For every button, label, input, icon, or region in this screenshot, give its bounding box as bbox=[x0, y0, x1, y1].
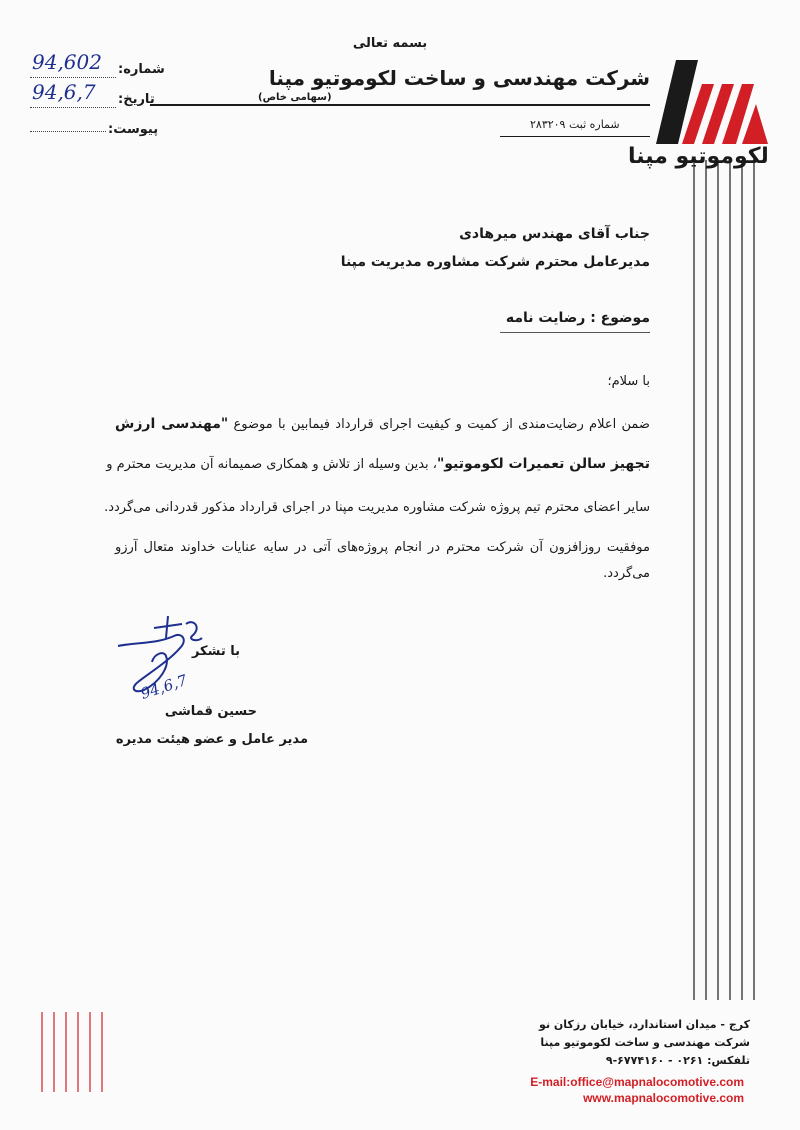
body-text: ضمن اعلام رضایت‌مندی از کمیت و کیفیت اجرای قرارداد فیمابین با موضوع bbox=[233, 417, 650, 432]
attachment-label: پیوست: bbox=[108, 122, 159, 137]
decorative-stripes bbox=[692, 160, 772, 1000]
closing: با تشکر bbox=[191, 644, 240, 659]
greeting: با سلام؛ bbox=[607, 374, 650, 389]
body-paragraph-line bbox=[106, 456, 650, 472]
invocation: بسمه تعالی bbox=[352, 36, 428, 51]
body-text: ، بدین وسیله از تلاش و همکاری صمیمانه آن مدیریت محترم و bbox=[106, 457, 437, 472]
number-handwritten: 94,602 bbox=[32, 50, 102, 74]
recipient-name: جناب آقای مهندس میرهادی bbox=[459, 226, 650, 242]
company-name: شرکت مهندسی و ساخت لکوموتیو مپنا bbox=[268, 66, 650, 90]
date-dots bbox=[30, 106, 116, 108]
number-dots bbox=[30, 76, 116, 78]
registration-rule bbox=[500, 136, 650, 137]
date-handwritten: 94,6,7 bbox=[32, 80, 96, 104]
body-paragraph-line bbox=[115, 416, 650, 432]
recipient-title: مدیرعامل محترم شرکت مشاوره مدیریت مپنا bbox=[340, 254, 650, 270]
footer-email[interactable]: E-mail:office@mapnalocomotive.com bbox=[530, 1075, 744, 1089]
registration-number: شماره ثبت ۲۸۳۲۰۹ bbox=[530, 118, 620, 131]
project-title-bold: "مهندسی ارزش bbox=[115, 416, 229, 432]
signer-name: حسین قماشی bbox=[164, 704, 257, 719]
body-text: سایر اعضای محترم تیم پروژه شرکت مشاوره مدیریت مپنا در اجرای قرارداد مذکور قدردانی می‌گردد. bbox=[104, 500, 650, 515]
phone-number: ۰۲۶۱ - ۶۷۷۴۱۶۰-۹ bbox=[605, 1054, 704, 1067]
subject: موضوع : رضایت نامه bbox=[505, 310, 650, 326]
body-text: موفقیت روزافزون آن شرکت محترم در انجام پروژه‌های آتی در سایه عنایات خداوند متعال آرزو bbox=[115, 540, 650, 555]
logo-wordmark: لکوموتیو مپنا bbox=[628, 144, 769, 169]
footer-company: شرکت مهندسی و ساخت لکوموتیو مپنا bbox=[540, 1036, 750, 1049]
signature-date: 94,6,7 bbox=[138, 671, 190, 703]
company-type: (سهامی خاص) bbox=[258, 92, 332, 103]
number-label: شماره: bbox=[118, 62, 165, 77]
body-text: می‌گردد. bbox=[603, 566, 650, 581]
signer-title: مدیر عامل و عضو هیئت مدیره bbox=[115, 732, 308, 747]
attachment-dots bbox=[30, 130, 106, 132]
subject-underline bbox=[500, 332, 650, 333]
project-title-bold: تجهیز سالن تعمیرات لکوموتیو" bbox=[436, 456, 650, 472]
footer-website[interactable]: www.mapnalocomotive.com bbox=[583, 1091, 744, 1105]
footer-phone bbox=[606, 1054, 750, 1067]
body-paragraph-line bbox=[115, 566, 650, 581]
body-paragraph-line bbox=[104, 500, 650, 515]
date-label: تاریخ: bbox=[118, 92, 155, 107]
letterhead-rule bbox=[150, 104, 650, 106]
body-paragraph-line bbox=[115, 540, 650, 555]
mapna-logo-icon bbox=[656, 60, 768, 144]
footer-address: کرج - میدان استاندارد، خیابان رزکان نو bbox=[539, 1018, 750, 1031]
phone-label: تلفکس: bbox=[707, 1054, 750, 1067]
decorative-red-lines bbox=[40, 1012, 110, 1092]
